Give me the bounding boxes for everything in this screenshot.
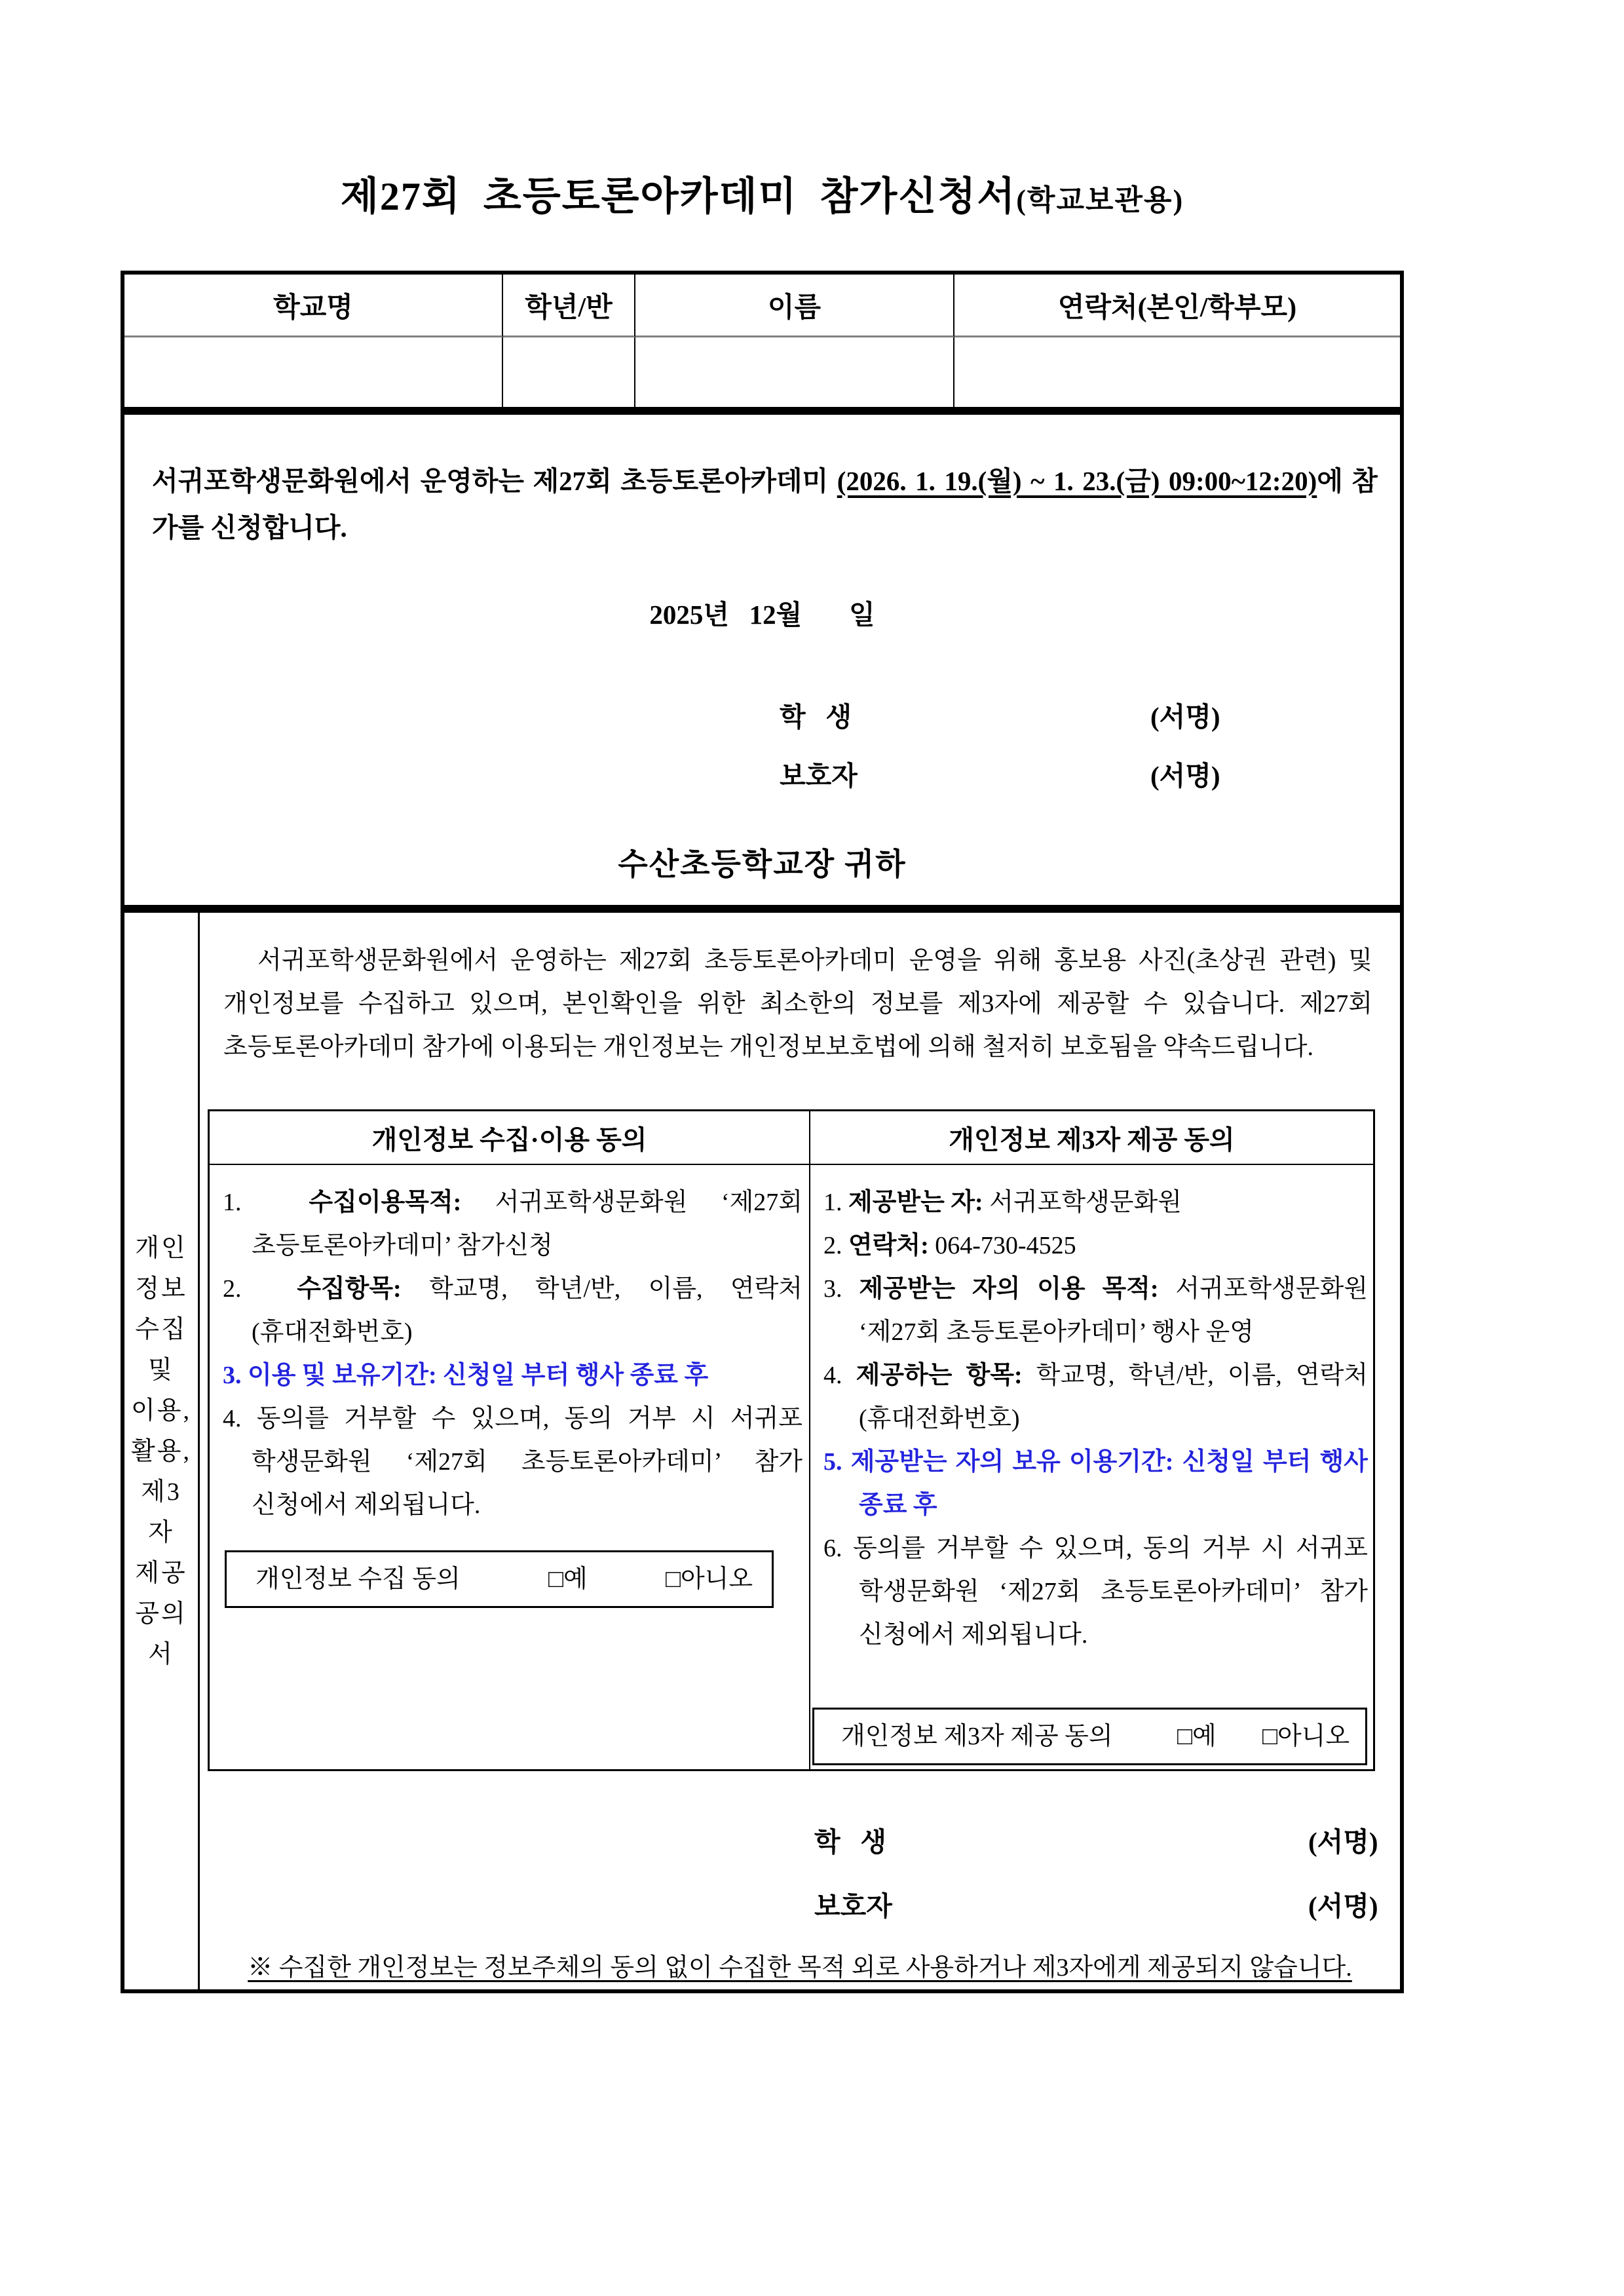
grade-class-input[interactable] — [503, 337, 635, 407]
third-party-item: 3. 제공받는 자의 이용 목적: 서귀포학생문화원 ‘제27회 초등토론아카데미’ 행사 운영 — [823, 1275, 1368, 1346]
third-party-item: 1. 제공받는 자: 서귀포학생문화원 — [823, 1189, 1182, 1216]
sidebar-line: 자 — [148, 1518, 174, 1546]
privacy-student-sign-area[interactable]: (서명) — [1308, 1827, 1378, 1857]
privacy-student-signature-row — [200, 1820, 1400, 1860]
school-name-input[interactable] — [124, 337, 503, 407]
sidebar-line: 및 — [148, 1356, 174, 1384]
consent-table — [208, 1109, 1375, 1771]
student-sign-area[interactable]: (서명) — [1150, 702, 1220, 732]
privacy-main-area — [200, 913, 1400, 1989]
sidebar-line: 제공 — [135, 1559, 187, 1587]
statement-suffix: 에 참가를 신청합니다. — [152, 466, 1378, 543]
third-party-consent-label: 개인정보 제3자 제공 동의 — [841, 1723, 1113, 1750]
collect-consent-label: 개인정보 수집 동의 — [255, 1565, 461, 1593]
guardian-signature-row — [124, 754, 1400, 794]
collect-consent-yes-checkbox[interactable]: □예 — [548, 1565, 588, 1593]
recipient-line: 수산초등학교장 귀하 — [618, 848, 907, 882]
page-title-suffix: (학교보관용) — [1016, 184, 1184, 216]
collect-item: 1. 수집이용목적: 서귀포학생문화원 ‘제27회 초등토론아카데미’ 참가신청 — [223, 1189, 803, 1259]
collect-consent-checkbox-box — [225, 1550, 774, 1608]
third-party-item: 4. 제공하는 항목: 학교명, 학년/반, 이름, 연락처 (휴대전화번호) — [823, 1362, 1368, 1432]
consent-third-party-header: 개인정보 제3자 제공 동의 — [810, 1111, 1373, 1165]
sidebar-line: 제3 — [141, 1478, 181, 1506]
collect-item-retention: 3. 이용 및 보유기간: 신청일 부터 행사 종료 후 — [223, 1362, 709, 1389]
sidebar-line: 이용, — [131, 1396, 191, 1425]
collect-item: 2. 수집항목: 학교명, 학년/반, 이름, 연락처 (휴대전화번호) — [223, 1275, 803, 1346]
header-contact: 연락처(본인/학부모) — [954, 275, 1400, 337]
statement-period-underlined: (2026. 1. 19.(월) ~ 1. 23.(금) 09:00~12:20) — [837, 466, 1317, 496]
contact-input[interactable] — [954, 337, 1400, 407]
application-date: 2025년 12월 일 — [649, 600, 875, 630]
sidebar-line: 정보 — [135, 1274, 187, 1303]
student-signature-row — [124, 695, 1400, 735]
header-school-name: 학교명 — [124, 275, 503, 337]
third-party-item: 2. 연락처: 064-730-4525 — [823, 1232, 1076, 1259]
page-title-main: 제27회 초등토론아카데미 참가신청서 — [340, 175, 1017, 218]
third-party-consent-no-checkbox[interactable]: □아니오 — [1262, 1723, 1350, 1750]
student-label: 학 생 — [780, 702, 852, 732]
third-party-item: 6. 동의를 거부할 수 있으며, 동의 거부 시 서귀포 학생문화원 ‘제27회 초등토론아카데미’ 참가 신청에서 제외됩니다. — [823, 1535, 1368, 1649]
privacy-consent-box — [121, 909, 1404, 1993]
header-name: 이름 — [635, 275, 954, 337]
sidebar-line: 개인 — [135, 1234, 187, 1262]
guardian-sign-area[interactable]: (서명) — [1150, 761, 1220, 791]
privacy-guardian-sign-area[interactable]: (서명) — [1308, 1891, 1378, 1921]
consent-collect-header: 개인정보 수집·이용 동의 — [210, 1111, 810, 1165]
header-grade-class: 학년/반 — [503, 275, 635, 337]
consent-third-party-cell — [810, 1165, 1373, 1769]
privacy-student-label: 학 생 — [814, 1827, 886, 1857]
privacy-guardian-label: 보호자 — [814, 1891, 892, 1921]
privacy-guardian-signature-row — [200, 1885, 1400, 1924]
application-statement — [152, 458, 1378, 550]
sidebar-line: 수집 — [135, 1315, 187, 1343]
privacy-footnote: ※ 수집한 개인정보는 정보주체의 동의 없이 수집한 목적 외로 사용하거나 제3자에게 제공되지 않습니다. — [248, 1954, 1352, 1981]
statement-prefix: 서귀포학생문화원에서 운영하는 제27회 초등토론아카데미 — [152, 466, 837, 496]
applicant-info-table — [121, 271, 1404, 411]
collect-item: 4. 동의를 거부할 수 있으며, 동의 거부 시 서귀포 학생문화원 ‘제27회 초등토론아카데미’ 참가 신청에서 제외됩니다. — [223, 1405, 803, 1519]
sidebar-line: 서 — [148, 1640, 174, 1668]
collect-consent-no-checkbox[interactable]: □아니오 — [666, 1565, 753, 1593]
third-party-consent-checkbox-box — [812, 1708, 1367, 1765]
sidebar-line: 활용, — [131, 1437, 191, 1465]
name-input[interactable] — [635, 337, 954, 407]
application-statement-box — [121, 411, 1404, 909]
page-title — [121, 165, 1404, 221]
third-party-consent-yes-checkbox[interactable]: □예 — [1177, 1723, 1217, 1750]
sidebar-line: 공의 — [135, 1599, 187, 1628]
guardian-label: 보호자 — [780, 761, 858, 791]
privacy-intro: 서귀포학생문화원에서 운영하는 제27회 초등토론아카데미 운영을 위해 홍보용 사진(초상권 관련) 및 개인정보를 수집하고 있으며, 본인확인을 위한 최소한의 정보를 제3자에 제공할 수 있습니다. 제27회 초등토론아카데미 참가에 이용되는 개인정보는 개인정보보호법에 의해 철저히 보호됨을 약속드립니다. — [223, 947, 1372, 1061]
third-party-item-retention: 5. 제공받는 자의 보유 이용기간: 신청일 부터 행사 종료 후 — [823, 1448, 1369, 1519]
privacy-sidebar-title — [124, 913, 200, 1989]
consent-collect-cell — [210, 1165, 810, 1769]
